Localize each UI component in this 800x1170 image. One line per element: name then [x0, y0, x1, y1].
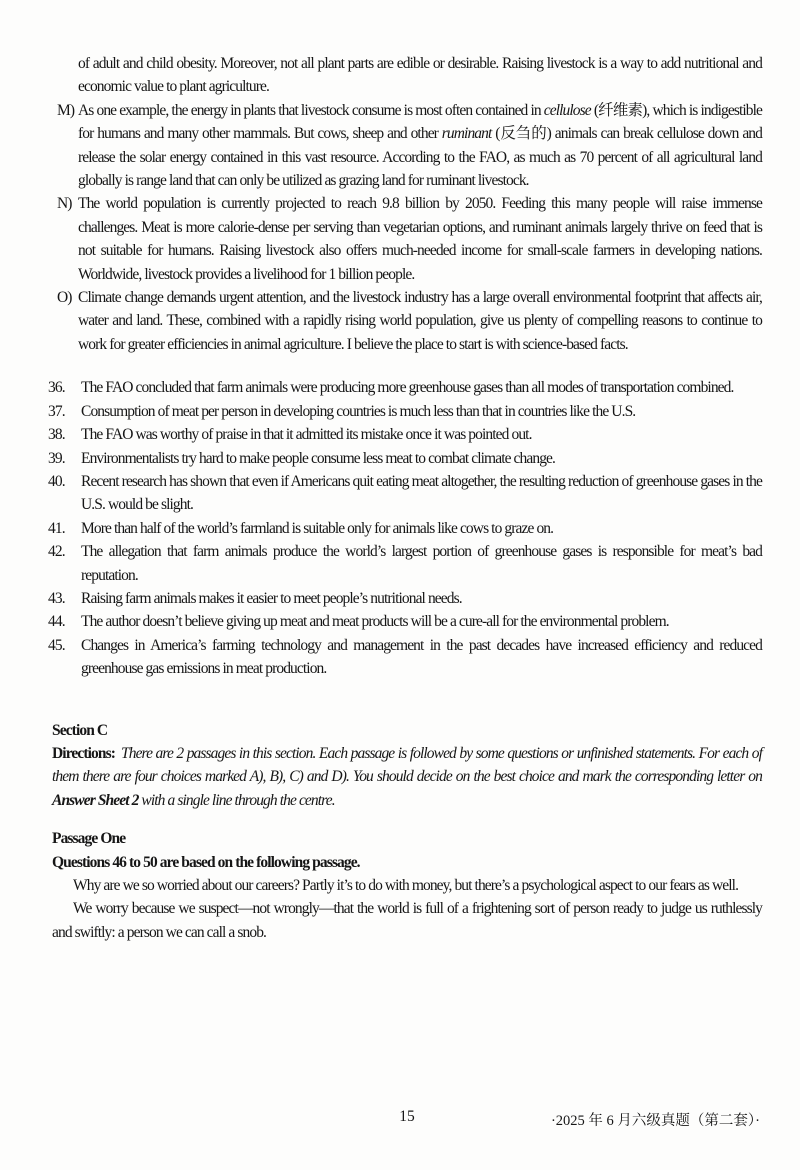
question-text: Environmentalists try hard to make people consume less meat to combat climate change. — [81, 449, 556, 467]
question-text: The author doesn’t believe giving up meat and meat products will be a cure-all for the environmental problem. — [81, 613, 669, 631]
italic-term-ruminant: ruminant — [441, 125, 492, 143]
question-number: 45. — [48, 636, 65, 654]
question-text: More than half of the world’s farmland is suitable only for animals like cows to graze on. — [81, 519, 554, 537]
section-c-heading: Section C — [52, 721, 108, 739]
question-number: 36. — [48, 379, 65, 397]
question-number: 37. — [48, 402, 65, 420]
question-item-37 — [48, 400, 762, 423]
passage-paragraph-1: Why are we so worried about our careers? Partly it’s to do with money, but there’s a psychological aspect to our fears as well. — [73, 877, 739, 894]
passage-one-intro: Questions 46 to 50 are based on the following passage. — [52, 853, 360, 871]
question-list — [48, 376, 762, 680]
question-item-38 — [48, 423, 762, 446]
question-text: The FAO concluded that farm animals were producing more greenhouse gases than all modes of transportation combined. — [81, 379, 734, 397]
question-number: 44. — [48, 613, 65, 631]
question-number: 40. — [48, 472, 65, 490]
question-number: 41. — [48, 519, 65, 537]
question-item-40 — [48, 470, 762, 517]
page-footer — [52, 1108, 762, 1134]
paragraph-o-text: Climate change demands urgent attention, and the livestock industry has a large overall environmental footprint that affects air, water and land. These, combined with a rapidly rising world population, give us plenty of compelling reasons to continue to work for greater efficiencies in animal agriculture. I believe the place to start is with science-based facts. — [78, 289, 762, 353]
question-item-39 — [48, 447, 762, 470]
question-item-44 — [48, 610, 762, 633]
italic-term-cellulose: cellulose — [543, 101, 591, 119]
directions-label: Directions: — [52, 744, 115, 762]
question-number: 39. — [48, 449, 65, 467]
paragraph-continuation: of adult and child obesity. Moreover, not all plant parts are edible or desirable. Raising livestock is a way to add nutritional and economic value to plant agriculture. — [78, 55, 762, 96]
question-item-43 — [48, 587, 762, 610]
question-text: The FAO was worthy of praise in that it admitted its mistake once it was pointed out. — [81, 426, 532, 444]
section-c-directions — [52, 742, 762, 812]
paragraph-m-text: As one example, the energy in plants that livestock consume is most often contained in — [78, 101, 544, 119]
question-item-45 — [48, 634, 762, 681]
paragraph-m-text: (纤维素), which is indigestible for humans and many other mammals. But cows, sheep and other — [78, 101, 762, 143]
paragraph-m-text: (反刍的) animals can break cellulose down and release the solar energy contained in this vast resource. According to the FAO, as much as 70 percent of all agricultural land globally is range land that can only be utilized as grazing land for ruminant livestock. — [78, 125, 762, 190]
paragraph-m — [52, 99, 762, 193]
question-text: Raising farm animals makes it easier to meet people’s nutritional needs. — [81, 589, 462, 607]
question-item-36 — [48, 376, 762, 399]
paragraph-n — [52, 192, 762, 286]
passage-one-heading: Passage One — [52, 830, 126, 848]
question-text: Consumption of meat per person in developing countries is much less than that in countries like the U.S. — [81, 402, 636, 420]
page-number: 15 — [399, 1108, 415, 1125]
question-item-42 — [48, 540, 762, 587]
question-number: 38. — [48, 426, 65, 444]
question-text: Recent research has shown that even if Americans quit eating meat altogether, the resulting reduction of greenhouse gases in the U.S. would be slight. — [81, 472, 762, 514]
directions-text: There are 2 passages in this section. Each passage is followed by some questions or unfinished statements. For each of them there are four choices marked A), B), C) and D). You should decide on the best choice and mark the corresponding letter on — [52, 744, 762, 786]
passage-paragraph-2: We worry because we suspect—not wrongly—that the world is full of a frightening sort of person ready to judge us ruthlessly and swiftly: a person we can call a snob. — [52, 900, 762, 941]
paragraph-label-m: M) — [57, 101, 75, 119]
directions-text: with a single line through the centre. — [138, 791, 335, 809]
paragraph-n-text: The world population is currently projected to reach 9.8 billion by 2050. Feeding this many people will raise immense challenges. Meat is more calorie-dense per serving than vegetarian options, and ruminant animals largely thrive on feed that is not suitable for humans. Raising livestock also offers much-needed income for small-scale farmers in developing nations. Worldwide, livestock provides a livelihood for 1 billion people. — [78, 195, 762, 283]
paragraph-label-o: O) — [57, 289, 72, 307]
paragraph-o — [52, 286, 762, 356]
question-item-41 — [48, 517, 762, 540]
answer-sheet-reference: Answer Sheet 2 — [52, 791, 139, 809]
paragraph-label-n: N) — [57, 195, 72, 213]
edition-note: ·2025 年 6 月六级真题（第二套）· — [550, 1113, 760, 1129]
section-c — [52, 719, 762, 813]
question-text: Changes in America’s farming technology and management in the past decades have increased efficiency and reduced greenhouse gas emissions in meat production. — [81, 636, 762, 678]
question-number: 43. — [48, 589, 65, 607]
question-number: 42. — [48, 543, 65, 561]
page-body — [48, 52, 762, 944]
passage-one — [52, 827, 762, 944]
question-text: The allegation that farm animals produce the world’s largest portion of greenhouse gases is responsible for meat’s bad reputation. — [81, 543, 762, 584]
